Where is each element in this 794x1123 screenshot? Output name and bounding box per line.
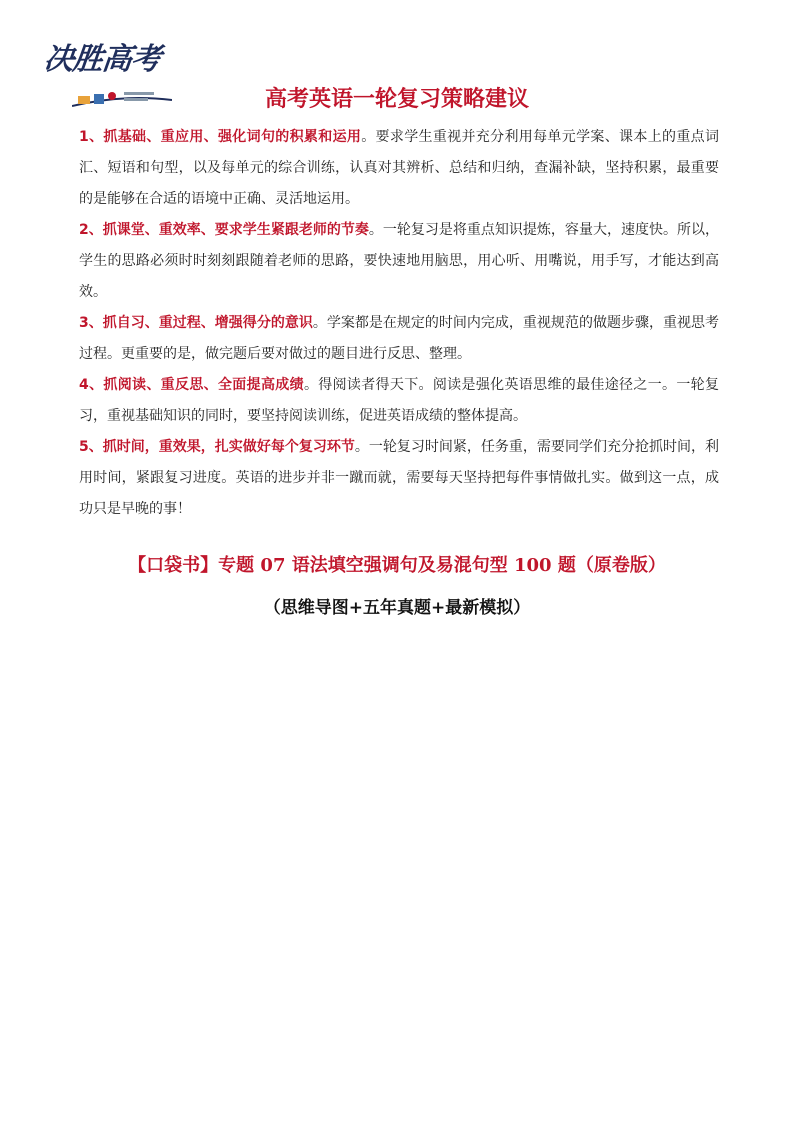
paragraph-heading: 1、抓基础、重应用、强化词句的积累和运用 [79, 129, 362, 145]
paragraph-text: 。一轮复习是将重点知识提炼，容量大，速度快。所以，学生的思路必须时时刻刻跟随着老师的思路，要快速地用脑思，用心听、用嘴说，用手写，才能达到高效。 [79, 222, 719, 300]
document-title: 高考英语一轮复习策略建议 [264, 87, 529, 112]
paragraph-text: 。要求学生重视并充分利用每单元学案、课本上的重点词汇、短语和句型，以及每单元的综合训练，认真对其辨析、总结和归纳，查漏补缺，坚持积累，最重要的是能够在合适的语境中正确、灵活地运用。 [79, 129, 719, 207]
paragraph-text: 。一轮复习时间紧，任务重，需要同学们充分抢抓时间，利用时间，紧跟复习进度。英语的进步并非一蹴而就，需要每天坚持把每件事情做扎实。做到这一点，成功只是早晚的事！ [79, 439, 719, 517]
paragraph-1 [79, 122, 719, 215]
paragraph-text: 。学案都是在规定的时间内完成，重视规范的做题步骤，重视思考过程。更重要的是，做完题后要对做过的题目进行反思、整理。 [79, 315, 719, 362]
paragraph-heading: 2、抓课堂、重效率、要求学生紧跟老师的节奏 [79, 222, 369, 238]
paragraph-2 [79, 215, 719, 308]
logo-text: 决胜高考 [42, 42, 162, 77]
paragraph-text: 。得阅读者得天下。阅读是强化英语思维的最佳途径之一。一轮复习，重视基础知识的同时，要坚持阅读训练，促进英语成绩的整体提高。 [79, 377, 720, 424]
paragraph-5 [79, 432, 719, 525]
paragraph-heading: 3、抓自习、重过程、增强得分的意识 [79, 315, 313, 331]
paragraph-heading: 4、抓阅读、重反思、全面提高成绩 [79, 377, 304, 393]
paragraph-4 [79, 370, 719, 432]
section-subtitle-note: （思维导图+五年真题+最新模拟） [263, 598, 531, 618]
paragraph-3 [79, 308, 719, 370]
section-subtitle: 【口袋书】专题 07 语法填空强调句及易混句型 100 题（原卷版） [128, 555, 666, 576]
paragraph-heading: 5、抓时间，重效果，扎实做好每个复习环节 [79, 439, 355, 455]
strategy-list [79, 122, 719, 525]
